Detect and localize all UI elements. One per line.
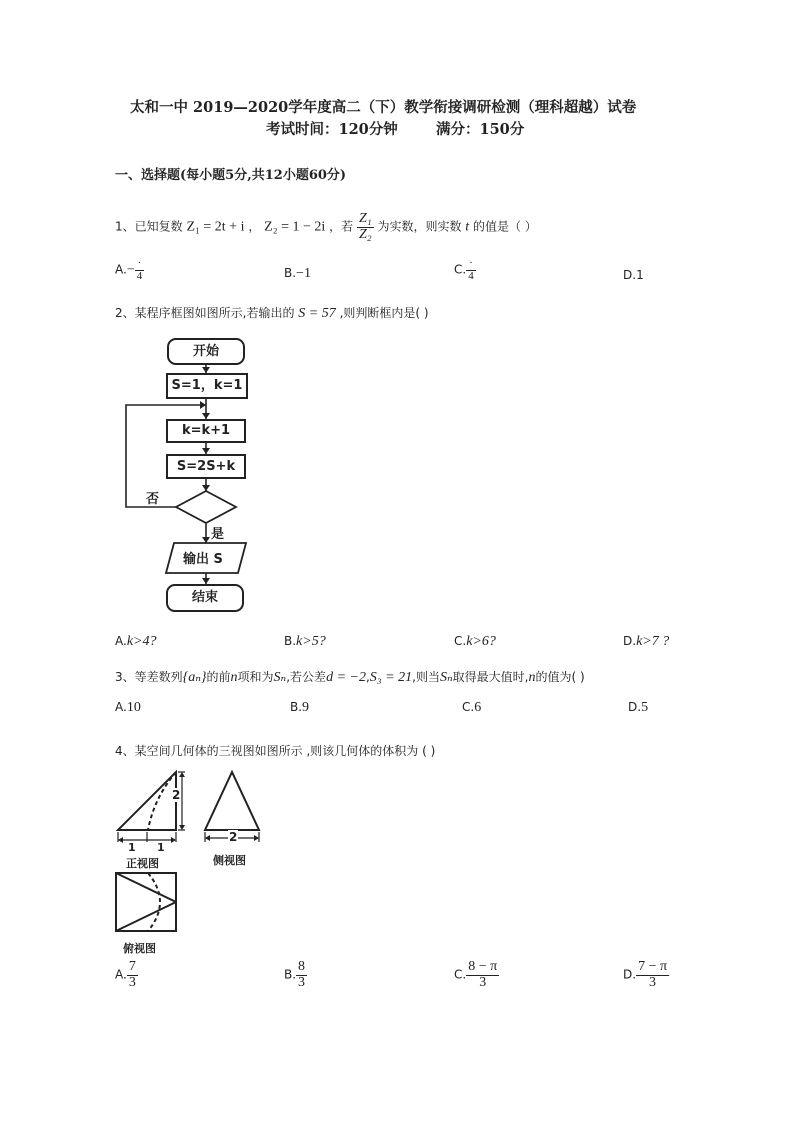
question-3: 3、等差数列{aₙ}的前n项和为Sₙ,若公差d = −2,S₃ = 21,则当Sₙ取得最大值时,n的值为( ) [115, 670, 585, 685]
flowchart-yes-label: 是 [211, 527, 225, 542]
q1-option-d[interactable]: D.1 [623, 268, 644, 282]
q1-frac-num: Z₁ [358, 211, 372, 226]
q1-var: t [465, 219, 470, 235]
dim-width-label: 2 [229, 830, 238, 844]
full-score: 满分：150分 [436, 121, 525, 138]
q1-suffix-b: 的值是（ ） [473, 219, 537, 234]
q1-mid: ，若 [329, 219, 354, 234]
q2-option-b[interactable]: B.k>5? [284, 634, 326, 649]
flowchart-decision [176, 491, 236, 523]
top-view-caption: 俯视图 [123, 942, 156, 955]
front-view-caption: 正视图 [126, 857, 159, 870]
q1-prefix: 1、已知复数 [115, 219, 183, 234]
flowchart-output: 输出 S [183, 552, 223, 567]
side-view-outline [205, 772, 259, 830]
q2-option-a[interactable]: A.k>4? [115, 634, 157, 649]
dim-right-label: 1 [157, 841, 165, 854]
q4-option-b[interactable]: B. $\frac{8}{3}$ [284, 959, 306, 990]
flowchart-init: S=1，k=1 [166, 373, 248, 399]
top-view-hidden-curve [148, 873, 160, 931]
q1-frac-den: Z₂ [358, 226, 372, 242]
question-2: 2、某程序框图如图所示,若输出的 S = 57 ,则判断框内是( ) [115, 306, 429, 321]
flowchart-no-label: 否 [146, 492, 160, 507]
top-view-outline [116, 873, 176, 931]
q1-option-b[interactable]: B.−1 [284, 266, 311, 281]
q3-option-c[interactable]: C.6 [462, 700, 482, 715]
q1-z2: Z₂ = 1 − 2i [264, 219, 326, 235]
q4-option-c[interactable]: C. $\frac{8 - \pi}{3}$ [454, 959, 498, 990]
exam-title: 太和一中 2019—2020学年度高二（下）教学衔接调研检测（理科超越）试卷 [130, 99, 637, 116]
q3-option-a[interactable]: A.10 [115, 700, 141, 715]
flowchart-step-k: k=k+1 [166, 419, 246, 443]
q1-z1: Z₁ = 2t + i [186, 219, 245, 235]
q1-option-c[interactable]: C. $\frac{\cdot}{4}$ [454, 257, 474, 282]
dim-height-label: 2 [172, 788, 181, 802]
question-1 [115, 212, 537, 242]
q4-option-a[interactable]: A. $\frac{7}{3}$ [115, 959, 136, 990]
dim-left-label: 1 [128, 841, 136, 854]
flowchart-start: 开始 [167, 338, 245, 365]
q2-option-c[interactable]: C.k>6? [454, 634, 496, 649]
q1-suffix-a: 为实数，则实数 [377, 219, 462, 234]
q1-option-a[interactable]: A.− $\frac{\cdot}{4}$ [115, 257, 143, 282]
q1-fraction [357, 212, 374, 242]
q2-math: S = 57 [298, 306, 336, 321]
side-view-caption: 侧视图 [213, 854, 246, 867]
q2-option-d[interactable]: D.k>7 ? [623, 634, 670, 649]
question-4: 4、某空间几何体的三视图如图所示 ,则该几何体的体积为 ( ) [115, 744, 436, 758]
flowchart-step-s: S=2S+k [166, 454, 246, 479]
q3-option-d[interactable]: D.5 [628, 700, 649, 715]
q4-option-d[interactable]: D. $\frac{7 - \pi}{3}$ [623, 959, 668, 990]
q3-option-b[interactable]: B.9 [290, 700, 310, 715]
flowchart-end: 结束 [166, 584, 244, 612]
q1-sep: ， [248, 219, 261, 234]
section-heading: 一、选择题(每小题5分,共12小题60分) [115, 168, 347, 183]
front-view-outline [118, 772, 176, 830]
exam-time: 考试时间：120分钟 [266, 121, 398, 138]
